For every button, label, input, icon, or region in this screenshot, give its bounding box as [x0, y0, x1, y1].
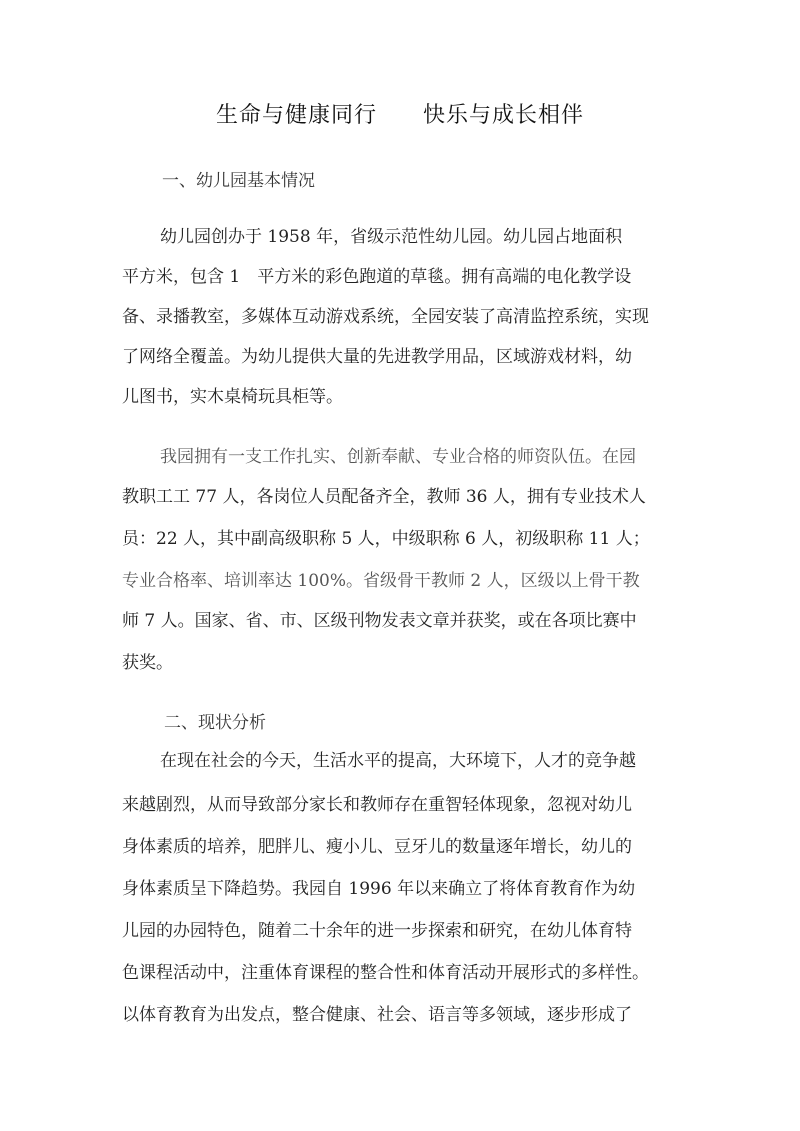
paragraph-line: 专业合格率、培训率达 100%。省级骨干教师 2 人，区级以上骨干教 — [122, 571, 640, 591]
paragraph-line: 师 7 人。国家、省、市、区级刊物发表文章并获奖，或在各项比赛中 — [122, 611, 637, 631]
paragraph-line: 教职工工 77 人，各岗位人员配备齐全，教师 36 人，拥有专业技术人 — [122, 487, 646, 507]
section-heading-status-analysis: 二、现状分析 — [164, 713, 266, 733]
page-title: 生命与健康同行 快乐与成长相伴 — [215, 103, 584, 128]
paragraph-line: 身体素质的培养，肥胖儿、瘦小儿、豆牙儿的数量逐年增长，幼儿的 — [122, 837, 632, 857]
section-heading-basic-info: 一、幼儿园基本情况 — [162, 171, 315, 191]
paragraph-line: 儿园的办园特色，随着二十余年的进一步探索和研究，在幼儿体育特 — [122, 921, 632, 941]
paragraph-line: 来越剧烈，从而导致部分家长和教师存在重智轻体现象，忽视对幼儿 — [122, 795, 632, 815]
paragraph-line: 色课程活动中，注重体育课程的整合性和体育活动开展形式的多样性。 — [122, 963, 649, 983]
paragraph-line: 备、录播教室，多媒体互动游戏系统，全园安装了高清监控系统，实现 — [122, 307, 649, 327]
paragraph-line: 了网络全覆盖。为幼儿提供大量的先进教学用品，区域游戏材料，幼 — [122, 347, 632, 367]
paragraph-line: 在现在社会的今天，生活水平的提高，大环境下，人才的竞争越 — [160, 751, 636, 771]
paragraph-line: 获奖。 — [122, 653, 173, 673]
paragraph-line: 儿图书，实木桌椅玩具柜等。 — [122, 387, 343, 407]
paragraph-line: 平方米，包含 1 平方米的彩色跑道的草毯。拥有高端的电化教学设 — [122, 267, 632, 287]
paragraph-line: 幼儿园创办于 1958 年，省级示范性幼儿园。幼儿园占地面积 — [160, 227, 623, 247]
paragraph-line: 我园拥有一支工作扎实、创新奉献、专业合格的师资队伍。在园 — [160, 447, 636, 467]
paragraph-line: 身体素质呈下降趋势。我园自 1996 年以来确立了将体育教育作为幼 — [122, 879, 636, 899]
paragraph-line: 以体育教育为出发点，整合健康、社会、语言等多领域，逐步形成了 — [122, 1005, 632, 1025]
paragraph-line: 员：22 人，其中副高级职称 5 人，中级职称 6 人，初级职称 11 人； — [122, 529, 650, 549]
